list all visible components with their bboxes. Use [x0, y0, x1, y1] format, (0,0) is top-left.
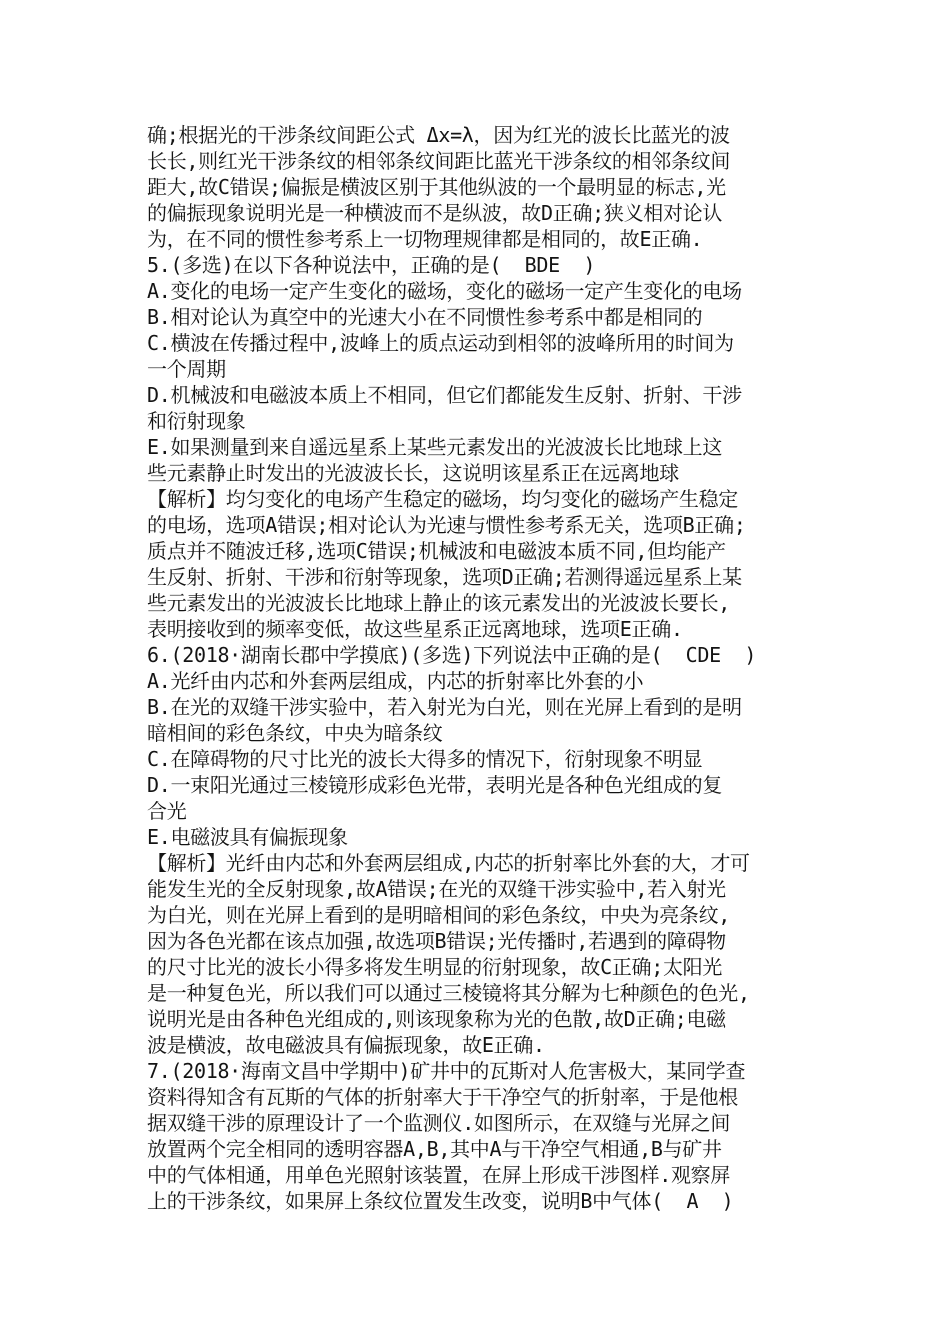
text-line: A.变化的电场一定产生变化的磁场，变化的磁场一定产生变化的电场 — [147, 279, 742, 303]
text-line: 7.(2018·海南文昌中学期中)矿井中的瓦斯对人危害极大，某同学查 — [147, 1059, 746, 1083]
text-line: 和衍射现象 — [147, 409, 246, 433]
text-line: D.机械波和电磁波本质上不相同，但它们都能发生反射、折射、干涉 — [147, 383, 742, 407]
text-line: 放置两个完全相同的透明容器A,B,其中A与干净空气相通,B与矿井 — [147, 1137, 722, 1161]
text-line: 一个周期 — [147, 357, 226, 381]
document-body — [147, 122, 827, 1214]
text-line: 6.(2018·湖南长郡中学摸底)(多选)下列说法中正确的是( CDE ) — [147, 643, 757, 667]
text-line: 为，在不同的惯性参考系上一切物理规律都是相同的，故E正确. — [147, 227, 703, 251]
text-line: 表明接收到的频率变低，故这些星系正远离地球，选项E正确. — [147, 617, 683, 641]
text-line: 中的气体相通，用单色光照射该装置，在屏上形成干涉图样.观察屏 — [147, 1163, 731, 1187]
text-line: 确;根据光的干涉条纹间距公式 Δx=λ，因为红光的波长比蓝光的波 — [147, 123, 730, 147]
text-line: 的偏振现象说明光是一种横波而不是纵波，故D正确;狭义相对论认 — [147, 201, 723, 225]
text-line: 生反射、折射、干涉和衍射等现象，选项D正确;若测得遥远星系上某 — [147, 565, 742, 589]
text-line: 是一种复色光，所以我们可以通过三棱镜将其分解为七种颜色的色光, — [147, 981, 750, 1005]
text-line: 因为各色光都在该点加强,故选项B错误;光传播时,若遇到的障碍物 — [147, 929, 726, 953]
text-line: C.横波在传播过程中,波峰上的质点运动到相邻的波峰所用的时间为 — [147, 331, 734, 355]
text-line: B.相对论认为真空中的光速大小在不同惯性参考系中都是相同的 — [147, 305, 703, 329]
text-line: 据双缝干涉的原理设计了一个监测仪.如图所示，在双缝与光屏之间 — [147, 1111, 731, 1135]
text-line: A.光纤由内芯和外套两层组成，内芯的折射率比外套的小 — [147, 669, 644, 693]
text-line: 合光 — [147, 799, 187, 823]
text-line: B.在光的双缝干涉实验中，若入射光为白光，则在光屏上看到的是明 — [147, 695, 742, 719]
text-line: 【解析】均匀变化的电场产生稳定的磁场，均匀变化的磁场产生稳定 — [147, 487, 738, 511]
text-line: E.如果测量到来自遥远星系上某些元素发出的光波波长比地球上这 — [147, 435, 723, 459]
text-line: 上的干涉条纹，如果屏上条纹位置发生改变，说明B中气体( A ) — [147, 1189, 734, 1213]
text-line: 的电场，选项A错误;相对论认为光速与惯性参考系无关，选项B正确; — [147, 513, 746, 537]
text-line: 的尺寸比光的波长小得多将发生明显的衍射现象，故C正确;太阳光 — [147, 955, 723, 979]
text-line: E.电磁波具有偏振现象 — [147, 825, 348, 849]
text-line: 能发生光的全反射现象,故A错误;在光的双缝干涉实验中,若入射光 — [147, 877, 726, 901]
text-line: 【解析】光纤由内芯和外套两层组成,内芯的折射率比外套的大，才可 — [147, 851, 750, 875]
text-line: 为白光，则在光屏上看到的是明暗相间的彩色条纹，中央为亮条纹, — [147, 903, 731, 927]
text-line: 资料得知含有瓦斯的气体的折射率大于干净空气的折射率，于是他根 — [147, 1085, 738, 1109]
text-line: C.在障碍物的尺寸比光的波长大得多的情况下，衍射现象不明显 — [147, 747, 703, 771]
text-line: 些元素发出的光波波长比地球上静止的该元素发出的光波波长要长, — [147, 591, 731, 615]
text-line: 长长,则红光干涉条纹的相邻条纹间距比蓝光干涉条纹的相邻条纹间 — [147, 149, 731, 173]
text-line: 暗相间的彩色条纹，中央为暗条纹 — [147, 721, 443, 745]
text-line: 5.(多选)在以下各种说法中，正确的是( BDE ) — [147, 253, 596, 277]
text-line: 说明光是由各种色光组成的,则该现象称为光的色散,故D正确;电磁 — [147, 1007, 726, 1031]
text-line: 波是横波，故电磁波具有偏振现象，故E正确. — [147, 1033, 545, 1057]
text-line: D.一束阳光通过三棱镜形成彩色光带，表明光是各种色光组成的复 — [147, 773, 723, 797]
text-line: 质点并不随波迁移,选项C错误;机械波和电磁波本质不同,但均能产 — [147, 539, 726, 563]
text-line: 距大,故C错误;偏振是横波区别于其他纵波的一个最明显的标志,光 — [147, 175, 726, 199]
text-line: 些元素静止时发出的光波波长长，这说明该星系正在远离地球 — [147, 461, 679, 485]
